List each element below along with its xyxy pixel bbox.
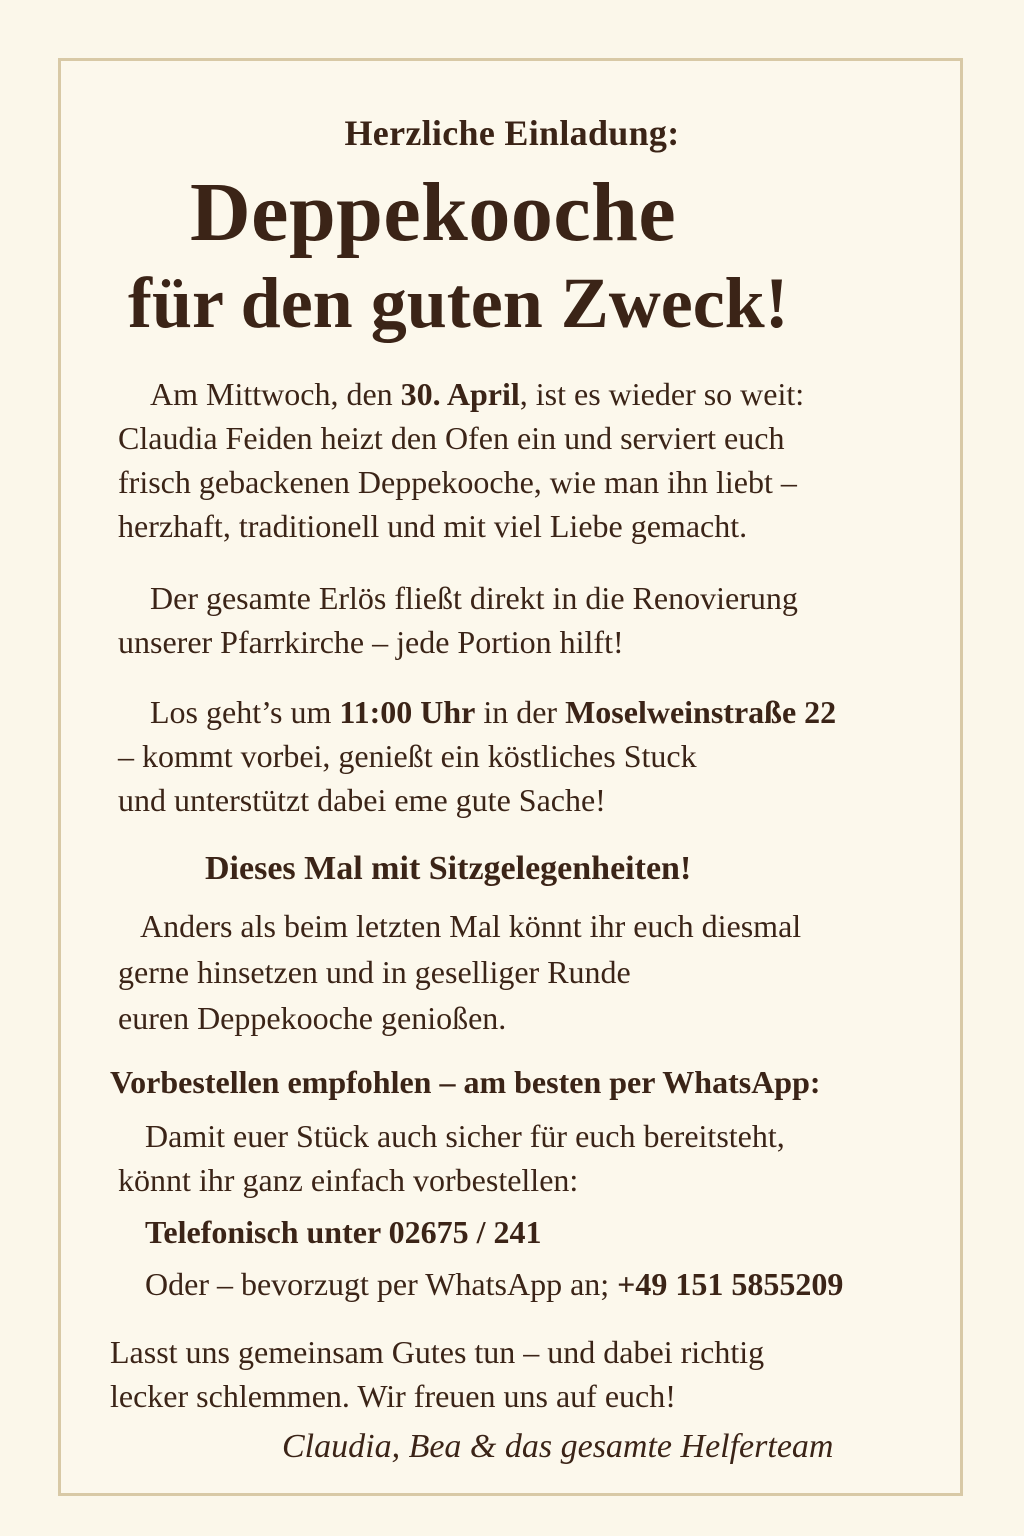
seating-heading: Dieses Mal mit Sitzgelegenheiten! xyxy=(205,850,692,887)
event-date: 30. April xyxy=(400,376,520,412)
intro-line-4: herzhaft, traditionell und mit viel Liebe gemacht. xyxy=(118,508,748,544)
phone-number-line: Telefonisch unter 02675 / 241 xyxy=(145,1214,542,1250)
signature: Claudia, Bea & das gesamte Helferteam xyxy=(282,1428,834,1465)
closing-line-2: lecker schlemmen. Wir freuen uns auf euch! xyxy=(110,1378,676,1414)
title-line-2: für den guten Zweck! xyxy=(128,263,789,343)
closing-line-1: Lasst uns gemeinsam Gutes tun – und dabei richtig xyxy=(110,1334,765,1370)
event-time: 11:00 Uhr xyxy=(339,694,476,730)
intro-text-a: Am Mittwoch, den xyxy=(150,376,401,412)
details-line-1 xyxy=(150,690,836,734)
details-text-a: Los geht’s um xyxy=(150,694,340,730)
event-address: Moselweinstraße 22 xyxy=(565,694,837,730)
whatsapp-text: Oder – bevorzugt per WhatsApp an; xyxy=(145,1266,618,1302)
intro-text-b: , ist es wieder so weit: xyxy=(519,376,805,412)
details-text-b: in der xyxy=(475,694,566,730)
invitation-kicker: Herzliche Einladung: xyxy=(344,113,680,153)
proceeds-line-2: unserer Pfarrkirche – jede Portion hilft! xyxy=(118,624,624,660)
proceeds-line-1: Der gesamte Erlös fließt direkt in die Renovierung xyxy=(150,580,798,616)
intro-line-2: Claudia Feiden heizt den Ofen ein und serviert euch xyxy=(118,420,785,456)
order-line-2: könnt ihr ganz einfach vorbestellen: xyxy=(118,1162,579,1198)
intro-line-1 xyxy=(150,372,804,416)
seating-line-3: euren Deppekooche genioßen. xyxy=(118,1000,507,1036)
seating-line-1: Anders als beim letzten Mal könnt ihr euch diesmal xyxy=(140,908,802,944)
whatsapp-line xyxy=(145,1262,843,1306)
title-line-1: Deppekooche xyxy=(190,166,677,259)
details-line-2: – kommt vorbei, genießt ein köstliches Stuck xyxy=(118,738,697,774)
intro-line-3: frisch gebackenen Deppekooche, wie man ihn liebt – xyxy=(118,464,797,500)
details-line-3: und unterstützt dabei eme gute Sache! xyxy=(118,782,606,818)
order-line-1: Damit euer Stück auch sicher für euch bereitsteht, xyxy=(145,1118,785,1154)
whatsapp-number: +49 151 5855209 xyxy=(617,1266,844,1302)
seating-line-2: gerne hinsetzen und in geselliger Runde xyxy=(118,954,631,990)
order-heading: Vorbestellen empfohlen – am besten per WhatsApp: xyxy=(110,1064,821,1100)
